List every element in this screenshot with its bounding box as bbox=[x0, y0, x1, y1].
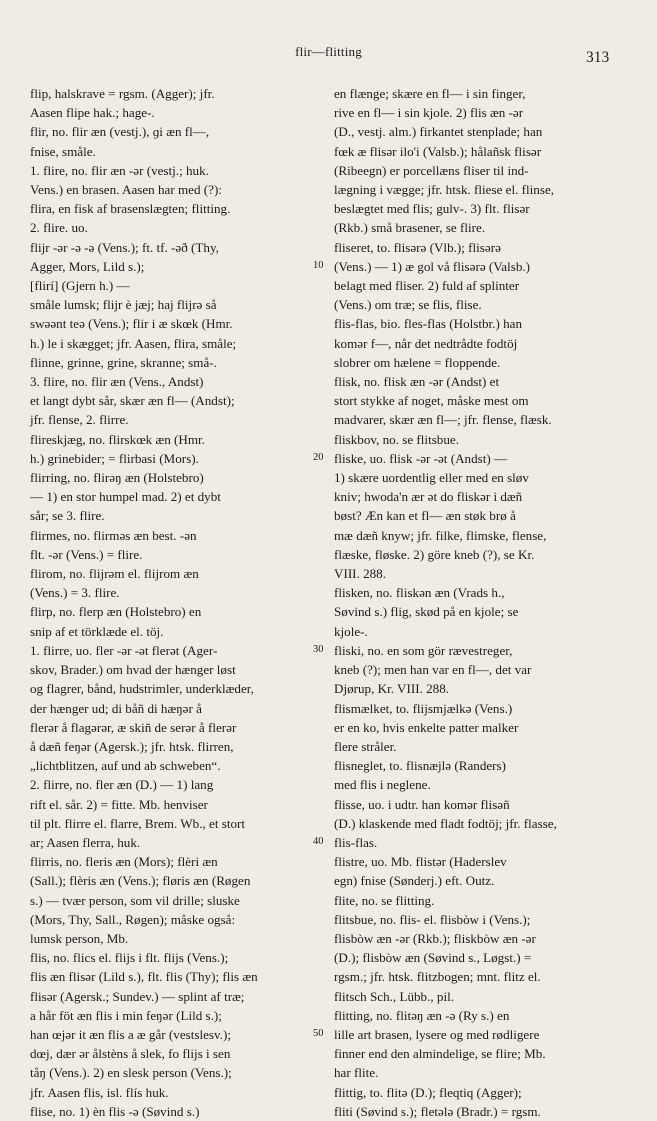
right-column bbox=[334, 84, 615, 1121]
text-line: flinne, grinne, grine, skranne; små-. bbox=[30, 354, 217, 370]
text-line: til plt. flirre el. flarre, Brem. Wb., et stort bbox=[30, 815, 246, 831]
text-line: fliski, no. en som gör rævestreger, bbox=[334, 642, 513, 658]
text-line: (D., vestj. alm.) firkantet stenplade; han bbox=[334, 124, 543, 140]
text-line: flijr -ər -ə -ə (Vens.); ft. tf. -əð (Thy, bbox=[30, 239, 219, 255]
text-line: flirom, no. flijrəm el. flijrom æn bbox=[30, 566, 199, 582]
text-line: finner end den almindelige, se flire; Mb. bbox=[334, 1046, 546, 1062]
text-line: Søvind s.) flig, skød på en kjole; se bbox=[334, 604, 519, 620]
text-line: egn) fnise (Sønderj.) eft. Outz. bbox=[334, 873, 495, 889]
text-line: flisər (Agersk.; Sundev.) — splint af træ; bbox=[30, 988, 245, 1004]
text-line: a hår föt æn flis i min feŋər (Lild s.); bbox=[30, 1007, 222, 1023]
text-line: et langt dybt sår, skær æn fl— (Andst); bbox=[30, 393, 235, 409]
text-line: flæske, fløske. 2) göre kneb (?), se Kr. bbox=[334, 546, 535, 562]
text-line: flt. -ər (Vens.) = flire. bbox=[30, 546, 143, 562]
text-line: flis-flas, bio. fles-flas (Holstbr.) han bbox=[334, 316, 522, 332]
text-line: [flirí] (Gjern h.) — bbox=[30, 278, 130, 294]
text-line: (Vens.) = 3. flire. bbox=[30, 585, 120, 601]
text-line: stort stykke af noget, måske mest om bbox=[334, 393, 529, 409]
text-line: er en ko, hvis enkelte patter malker bbox=[334, 719, 519, 735]
text-line: 1) skære uordentlig eller med en sløv bbox=[334, 470, 529, 486]
text-line: skov, Brader.) om hvad der hænger løst bbox=[30, 662, 236, 678]
text-line: flistre, uo. Mb. flistər (Haderslev bbox=[334, 854, 507, 870]
text-line: flis, no. flics el. flijs i flt. flijs (Vens.); bbox=[30, 950, 229, 966]
text-line: madvarer, skær æn fl—; jfr. flense, flæsk. bbox=[334, 412, 552, 428]
text-line: flir, no. flir æn (vestj.), ɡi æn fl—, bbox=[30, 124, 210, 140]
text-line: flis æn flisər (Lild s.), flt. flis (Thy); flis æn bbox=[30, 969, 258, 985]
text-line: flisneglet, to. flisnæjlə (Randers) bbox=[334, 758, 507, 774]
text-line: flismælket, to. flijsmjælkə (Vens.) bbox=[334, 700, 513, 716]
text-line: Agger, Mors, Lild s.); bbox=[30, 258, 145, 274]
text-line: jfr. flense, 2. flirre. bbox=[30, 412, 129, 428]
text-line: flitsbue, no. flis- el. flisbòw i (Vens.); bbox=[334, 911, 531, 927]
text-line: der hænger ud; di båñ di hæŋər å bbox=[30, 700, 202, 716]
text-line: jfr. Aasen flis, isl. flís huk. bbox=[30, 1084, 169, 1100]
line-number: 20 bbox=[313, 451, 324, 463]
line-number: 50 bbox=[313, 1027, 324, 1039]
text-line: fœk æ flisər ilo'i (Valsb.); hålañsk flisər bbox=[334, 143, 542, 159]
text-line: 1. flirre, uo. fler -ər -ət flerət (Ager- bbox=[30, 642, 218, 658]
text-line: belagt med fliser. 2) fuld af splinter bbox=[334, 278, 520, 294]
text-line: h.) le i skægget; jfr. Aasen, flira, småle; bbox=[30, 335, 237, 351]
text-line: flirp, no. flerp æn (Holstebro) en bbox=[30, 604, 202, 620]
text-line: flisbòw æn -ər (Rkb.); fliskbòw æn -ər bbox=[334, 930, 536, 946]
text-line: dœj, dær ər ålstèns å slek, fo flijs i sen bbox=[30, 1046, 231, 1062]
page-number: 313 bbox=[586, 49, 610, 66]
text-line: 2. flire. uo. bbox=[30, 220, 88, 236]
text-line: flis-flas. bbox=[334, 834, 378, 850]
text-line: rive en fl— i sin kjole. 2) flis æn -ər bbox=[334, 105, 524, 121]
text-line: — 1) en stor humpel mad. 2) et dybt bbox=[30, 489, 221, 505]
text-line: ar; Aasen flerra, huk. bbox=[30, 834, 141, 850]
text-line: (Rkb.) små brasener, se flire. bbox=[334, 220, 486, 236]
text-line: flireskjæg, no. flirskœk æn (Hmr. bbox=[30, 431, 205, 447]
text-line: sår; se 3. flire. bbox=[30, 508, 105, 524]
text-line: flite, no. se flitting. bbox=[334, 892, 435, 908]
left-column bbox=[30, 84, 322, 1121]
text-line: med flis i neglene. bbox=[334, 777, 431, 793]
text-line: fliti (Søvind s.); fletələ (Bradr.) = rgsm. bbox=[334, 1103, 541, 1119]
text-line: han œjər it æn flis a æ går (vestslesv.); bbox=[30, 1026, 231, 1042]
text-line: fliseret, to. flisərə (Vlb.); flisərə bbox=[334, 239, 501, 255]
text-line: flitting, no. flitəŋ æn -ə (Ry s.) en bbox=[334, 1007, 510, 1023]
text-line: småle lumsk; flijr è jæj; haj flijrə så bbox=[30, 297, 217, 313]
line-number: 30 bbox=[313, 643, 324, 655]
text-line: flirris, no. fleris æn (Mors); flèri æn bbox=[30, 854, 218, 870]
text-line: (D.) klaskende med fladt fodtöj; jfr. flasse, bbox=[334, 815, 557, 831]
line-number: 40 bbox=[313, 835, 324, 847]
text-line: 2. flirre, no. fler æn (D.) — 1) lang bbox=[30, 777, 214, 793]
text-line: har flite. bbox=[334, 1065, 379, 1081]
text-line: kneb (?); men han var en fl—, det var bbox=[334, 662, 532, 678]
text-line: kniv; hwoda'n ær ət do fliskər i dæñ bbox=[334, 489, 523, 505]
text-line: Vens.) en brasen. Aasen har med (?): bbox=[30, 182, 222, 198]
text-line: h.) grinebider; = flirbasi (Mors). bbox=[30, 450, 199, 466]
text-line: flisse, uo. i udtr. han komər flisəñ bbox=[334, 796, 510, 812]
text-line: VIII. 288. bbox=[334, 566, 386, 582]
text-line: flisken, no. fliskən æn (Vrads h., bbox=[334, 585, 505, 601]
text-line: flirmes, no. flirməs æn best. -ən bbox=[30, 527, 197, 543]
text-line: fnise, småle. bbox=[30, 143, 96, 159]
text-line: snip af et törklæde el. töj. bbox=[30, 623, 164, 639]
text-line: bøst? Æn kan et fl— æn støk brø å bbox=[334, 508, 516, 524]
text-line: flise, no. 1) èn flis -ə (Søvind s.) bbox=[30, 1103, 200, 1119]
text-line: (Sall.); flèris æn (Vens.); fløris æn (Røgen bbox=[30, 873, 251, 889]
text-line: rgsm.; jfr. htsk. flitzbogen; mnt. flitz el. bbox=[334, 969, 541, 985]
text-line: flerər å flagərər, æ skiñ de serər å flerər bbox=[30, 719, 237, 735]
text-line: beslægtet med flis; gulv-. 3) flt. flisər bbox=[334, 201, 530, 217]
text-line: (Mors, Thy, Sall., Røgen); måske også: bbox=[30, 911, 236, 927]
text-line: flere stråler. bbox=[334, 738, 397, 754]
text-line: og flagrer, bånd, hudstrimler, underklæder, bbox=[30, 681, 254, 697]
running-header: flir—flitting bbox=[295, 44, 362, 59]
text-line: komər f—, når det nedtrådte fodtöj bbox=[334, 335, 518, 351]
text-line: kjole-. bbox=[334, 623, 368, 639]
text-line: lægning i vægge; jfr. htsk. fliese el. flinse, bbox=[334, 182, 555, 198]
text-line: å dæñ feŋər (Agersk.); jfr. htsk. flirren, bbox=[30, 738, 234, 754]
text-line: slobrer om hælene = floppende. bbox=[334, 354, 501, 370]
text-line: flitsch Sch., Lübb., pil. bbox=[334, 988, 455, 1004]
text-line: Aasen flipe hak.; hage-. bbox=[30, 105, 155, 121]
text-line: tåŋ (Vens.). 2) en slesk person (Vens.); bbox=[30, 1065, 232, 1081]
text-line: „lichtblitzen, auf und ab schweben“. bbox=[30, 758, 221, 774]
text-line: (Vens.) om træ; se flis, flise. bbox=[334, 297, 482, 313]
text-line: (Vens.) — 1) æ gol vå flisərə (Valsb.) bbox=[334, 258, 530, 274]
text-line: swəənt teə (Vens.); flir i æ skœk (Hmr. bbox=[30, 316, 233, 332]
text-line: 1. flire, no. flir æn -ər (vestj.; huk. bbox=[30, 162, 209, 178]
text-line: (D.); flisbòw æn (Søvind s., Løgst.) = bbox=[334, 950, 532, 966]
text-line: flittig, to. flitə (D.); fleqtiq (Agger); bbox=[334, 1084, 522, 1100]
text-line: Djørup, Kr. VIII. 288. bbox=[334, 681, 450, 697]
text-line: flisk, no. flisk æn -ər (Andst) et bbox=[334, 374, 500, 390]
text-line: lille art brasen, lysere og med rødligere bbox=[334, 1026, 540, 1042]
text-line: lumsk person, Mb. bbox=[30, 930, 129, 946]
text-line: flirring, no. flirəŋ æn (Holstebro) bbox=[30, 470, 204, 486]
text-line: flip, halskrave = rgsm. (Agger); jfr. bbox=[30, 86, 215, 101]
text-line: mæ dæñ knyw; jfr. filke, flimske, flense, bbox=[334, 527, 547, 543]
text-line: s.) — tvær person, som vil drille; sluske bbox=[30, 892, 240, 908]
text-line: (Ribeegn) er porcellæns fliser til ind- bbox=[334, 162, 529, 178]
line-number: 10 bbox=[313, 259, 324, 271]
text-line: 3. flire, no. flir æn (Vens., Andst) bbox=[30, 374, 204, 390]
text-line: rift el. sår. 2) = fitte. Mb. henviser bbox=[30, 796, 208, 812]
text-line: fliske, uo. flisk -ər -ət (Andst) — bbox=[334, 450, 508, 466]
text-line: en flænge; skære en fl— i sin finger, bbox=[334, 86, 526, 101]
text-line: fliskbov, no. se flitsbue. bbox=[334, 431, 459, 447]
text-line: flira, en fisk af brasenslægten; flitting. bbox=[30, 201, 231, 217]
